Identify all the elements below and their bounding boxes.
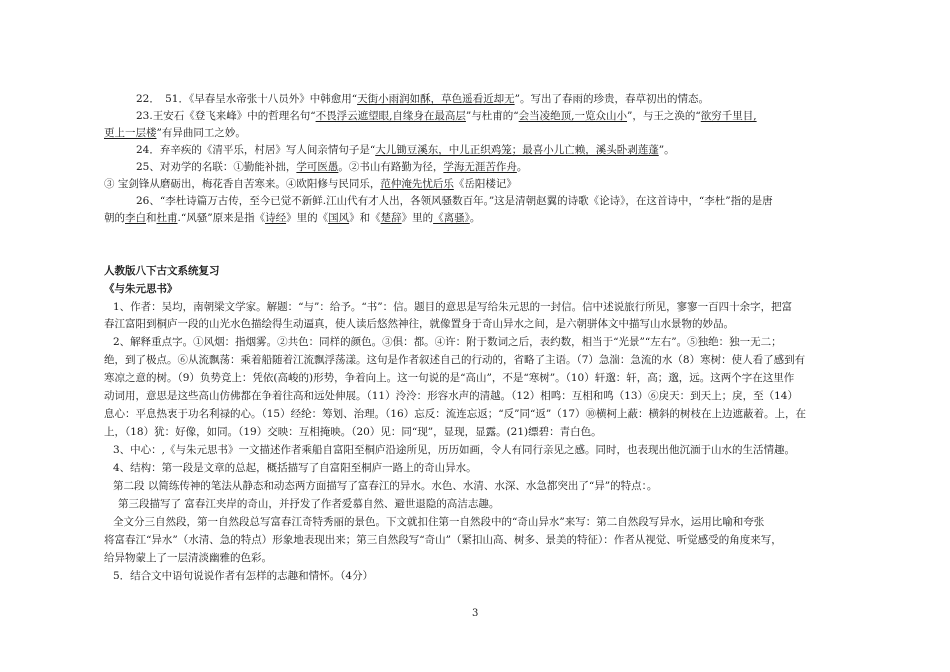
answer-underlined: 范仲淹先忧后乐 — [380, 178, 454, 190]
text: 》里的 — [401, 212, 434, 224]
answer-underlined: 《离骚》 — [433, 212, 470, 224]
paragraph-line: 上，（18）犹：好像，如同。（19）交映：互相掩映。（20）见：同“现”，显现，显露。(21)缥碧：青白色。 — [104, 426, 602, 438]
text: 25、对劝学的名联：①勤能补拙， — [136, 161, 297, 173]
paragraph-line: 动词用，意思是这些高山仿佛都在争着往高和远处伸展。（11）泠泠：形容水声的清越。（12）相鸣：互相和鸣（13）⑥戾天：到天上；戾，至（14） — [104, 390, 798, 402]
answer-underlined: 欲穷千里目, — [700, 110, 757, 122]
text: 》和《 — [349, 212, 381, 224]
text: 24．弃辛疾的《清平乐，村居》写人间亲情句子是“ — [136, 144, 376, 156]
paragraph-line: 第二段 以简练传神的笔法从静态和动态两方面描写了富春江的异水。水色、水清、水深、水急都突出了“异”的特点：。 — [113, 480, 658, 492]
paragraph-line: 1、作者：吴均，南朝梁文学家。解题：“与”：给予。“书”：信。题目的意思是写给朱元思的一封信。信中述说旅行所见，寥寥一百四十余字，把富 — [113, 301, 793, 313]
item-23-cont — [104, 127, 246, 140]
item-25-cont — [104, 178, 517, 191]
text: 23.王安石《登飞来峰》中的哲理名句“ — [136, 110, 316, 122]
text: 《岳阳楼记》 — [453, 178, 517, 190]
section-heading: 人教版八下古文系统复习 — [104, 265, 220, 277]
item-22 — [136, 93, 709, 106]
text: ”，与王之涣的“ — [627, 110, 701, 122]
answer-underlined: 大儿锄豆溪东，中儿正织鸡笼；最喜小儿亡赖，溪头卧剥莲蓬 — [375, 144, 659, 156]
text: ”。写出了春雨的珍贵，春草初出的情态。 — [514, 93, 709, 105]
item-26-cont — [104, 212, 480, 225]
text: ”与杜甫的“ — [465, 110, 519, 122]
text: 。②书山有路勤为径， — [338, 161, 444, 173]
page-number: 3 — [472, 608, 479, 619]
item-26: 26、“李杜诗篇万古传，至今已觉不新鲜.江山代有才人出，各领风骚数百年。”这是清朝赵翼的诗歌《论诗》，在这首诗中，“李杜”指的是唐 — [136, 195, 773, 207]
text: ”有异曲同工之妙。 — [156, 127, 246, 139]
answer-underlined: 天街小雨润如酥，草色遥看近却无 — [357, 93, 515, 105]
answer-underlined: 国风 — [328, 212, 350, 224]
paragraph-line: 将富春江“异水”（水清、急的特点）形象地表现出来；第三自然段写“奇山”（紧扣山高、树多、景美的特征）：作者从视觉、听觉感受的角度来写， — [104, 534, 782, 546]
answer-underlined: 更上一层楼 — [104, 127, 157, 139]
section-subheading: 《与朱元思书》 — [104, 283, 178, 295]
text: ”。 — [658, 144, 675, 156]
text: 。 — [516, 161, 528, 173]
text: 》里的《 — [286, 212, 329, 224]
paragraph-line: 寒凉之意的树。（9）负势竞上：凭依(高峻的)形势，争着向上。这一句说的是“高山”，不是“寒树”。（10）轩邈：轩，高；邈，远。这两个字在这里作 — [104, 372, 795, 384]
answer-underlined: 学海无涯苦作舟 — [443, 161, 517, 173]
text: 。 — [469, 212, 481, 224]
answer-underlined: 会当凌绝顶,一览众山小 — [518, 110, 628, 122]
text: .“风骚”原来是指《 — [177, 212, 266, 224]
paragraph-line: 息心：平息热衷于功名利禄的心。（15）经纶：筹划、治理。（16）忘反：流连忘返；“反”同“返”（17）⑩横柯上蔽：横斜的树枝在上边遮蔽着。上，在 — [104, 408, 807, 420]
paragraph-line: 全文分三自然段，第一自然段总写富春江奇特秀丽的景色。下文就扣住第一自然段中的“奇山异水”来写：第二自然段写异水，运用比喻和夸张 — [113, 516, 765, 528]
paragraph-line: 绝，到了极点。⑥从流飘荡：乘着船随着江流飘浮荡漾。这句是作者叙述自己的行动的，省略了主语。（7）急湍：急流的水（8）寒树：使人看了感到有 — [104, 354, 806, 366]
paragraph-line: 4、结构：第一段是文章的总起，概括描写了自富阳至桐庐一路上的奇山异水。 — [113, 462, 477, 474]
item-25 — [136, 161, 527, 174]
item-24 — [136, 144, 675, 157]
paragraph-line: 2、解释重点字。①风烟：指烟雾。②共色：同样的颜色。③俱：都。④许：附于数词之后，表约数，相当于“光景”“左右”。⑤独绝：独一无二； — [113, 336, 782, 348]
text: 和 — [146, 212, 157, 224]
answer-underlined: 李白 — [125, 212, 146, 224]
text: 朝的 — [104, 212, 125, 224]
answer-underlined: 不畏浮云遮望眼,自缘身在最高层 — [315, 110, 466, 122]
text: ③ 宝剑锋从磨砺出，梅花香自苦寒来。④欧阳修与民同乐， — [104, 178, 381, 190]
question-line: 5．结合文中语句说说作者有怎样的志趣和情怀。（4分） — [113, 570, 374, 582]
text: 22． 51．《早春呈水帝张十八员外》中韩愈用“ — [136, 93, 358, 105]
paragraph-line: 3、中心：,《与朱元思书》一文描述作者乘船自富阳至桐庐沿途所见，历历如画，令人有同行亲见之感。同时，也表现出他沉湎于山水的生活情趣。 — [113, 444, 796, 456]
paragraph-line: 春江富阳到桐庐一段的山光水色描绘得生动逼真，使人读后悠然神往，就像置身于奇山异水之间，是六朝骈体文中描写山水景物的妙品。 — [104, 318, 734, 330]
answer-underlined: 诗经 — [265, 212, 287, 224]
answer-underlined: 楚辞 — [380, 212, 402, 224]
paragraph-line: 第三段描写了 富春江夹岸的奇山，并抒发了作者爱慕自然、避世退隐的高洁志趣。 — [118, 498, 500, 510]
item-23 — [136, 110, 757, 123]
answer-underlined: 杜甫 — [156, 212, 178, 224]
paragraph-line: 给异物蒙上了一层清淡幽雅的色彩。 — [104, 552, 272, 564]
answer-underlined: 学可医愚 — [296, 161, 339, 173]
